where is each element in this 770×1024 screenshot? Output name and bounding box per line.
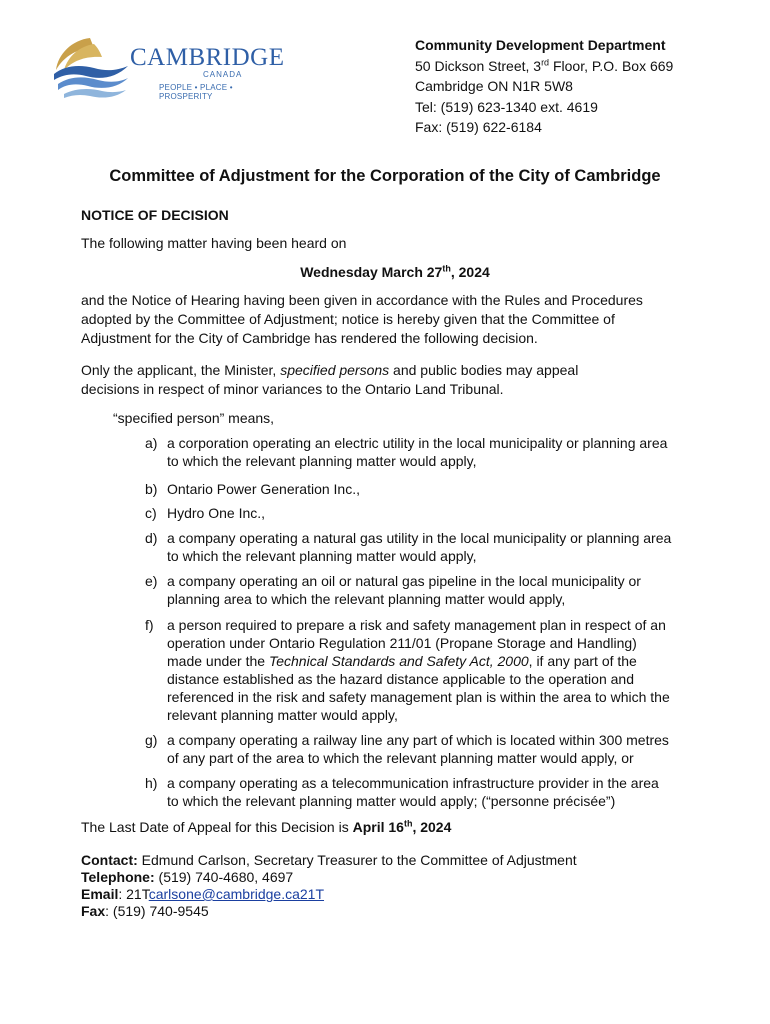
list-line: to which the relevant planning matter would apply; (“personne précisée”) (167, 793, 616, 809)
city-postal: Cambridge ON N1R 5W8 (415, 78, 573, 94)
list-marker: h) (145, 775, 158, 791)
street-text-post: Floor, P.O. Box 669 (549, 57, 674, 74)
department-address-block (415, 35, 673, 138)
contact-value: Edmund Carlson, Secretary Treasurer to the Committee of Adjustment (137, 852, 577, 868)
appeal-pre: Only the applicant, the Minister, (81, 362, 281, 378)
appeal-line-2: decisions in respect of minor variances to the Ontario Land Tribunal. (81, 381, 504, 397)
hearing-date-text: Wednesday March 27 (300, 264, 443, 280)
last-date-text: The Last Date of Appeal for this Decision is (81, 819, 353, 835)
notice-paragraph (81, 291, 643, 348)
list-line: a company operating a railway line any part of which is located within 300 metres (167, 732, 669, 748)
list-item (145, 572, 725, 608)
email-prefix: : 21T (118, 886, 149, 902)
last-date-year: , 2024 (412, 819, 452, 835)
list-line: a corporation operating an electric utility in the local municipality or planning area (167, 435, 668, 451)
notice-heading: NOTICE OF DECISION (81, 207, 229, 223)
list-item (145, 616, 725, 724)
list-line: a company operating an oil or natural gas pipeline in the local municipality or (167, 573, 641, 589)
appeal-italic: specified persons (280, 362, 390, 378)
last-date-value: April 16 (352, 819, 404, 835)
appeal-line-1 (81, 361, 578, 380)
last-date-sup: th (403, 818, 413, 829)
logo-country: CANADA (203, 70, 243, 79)
list-item (145, 774, 725, 810)
hearing-date-sup: th (442, 263, 451, 274)
list-line: , if any part of the (528, 653, 637, 669)
list-line: distance established as the hazard distance applicable to the operation and (167, 671, 634, 687)
list-line: relevant planning matter would apply, (167, 707, 398, 723)
list-marker: d) (145, 530, 158, 546)
logo-wordmark: CAMBRIDGE (130, 44, 285, 71)
act-title: Technical Standards and Safety Act, 2000 (268, 653, 529, 669)
fax-label: Fax (81, 903, 106, 919)
fax-value: : (519) 740-9545 (105, 903, 209, 919)
hearing-date (0, 263, 770, 282)
list-line: referenced in the risk and safety management plan is within the area to which the (167, 689, 670, 705)
street-address (415, 56, 673, 77)
list-item (145, 480, 725, 498)
list-item (145, 529, 725, 565)
logo-tagline: PEOPLE • PLACE • PROSPERITY (159, 83, 233, 101)
email-link[interactable]: carlsone@cambridge.ca21T (148, 886, 325, 902)
list-line: to which the relevant planning matter would apply, (167, 548, 477, 564)
list-marker: c) (145, 505, 157, 521)
telephone-label: Telephone: (81, 869, 155, 885)
appeal-post: and public bodies may appeal (389, 362, 579, 378)
list-line: operation under Ontario Regulation 211/01 (Propane Storage and Handling) (167, 635, 637, 651)
notice-line-2: adopted by the Committee of Adjustment; notice is hereby given that the Committee of (81, 311, 615, 327)
department-name: Community Development Department (415, 37, 666, 53)
fax-line (81, 903, 577, 920)
appeal-paragraph (81, 361, 578, 399)
list-item (145, 504, 725, 522)
last-date-of-appeal (81, 818, 451, 837)
list-marker: b) (145, 481, 158, 497)
email-label: Email (81, 886, 119, 902)
telephone: Tel: (519) 623-1340 ext. 4619 (415, 98, 598, 115)
telephone-line (81, 869, 577, 886)
list-marker: a) (145, 435, 158, 451)
list-item (145, 731, 725, 767)
street-sup: rd (541, 56, 550, 67)
notice-line-3: Adjustment for the City of Cambridge has rendered the following decision. (81, 330, 538, 346)
list-line: Hydro One Inc., (167, 505, 266, 521)
list-line: Ontario Power Generation Inc., (167, 481, 360, 497)
hearing-date-year: , 2024 (450, 264, 490, 280)
fax: Fax: (519) 622-6184 (415, 119, 542, 135)
list-line: made under the (167, 653, 269, 669)
contact-block (81, 852, 577, 920)
contact-label: Contact: (81, 852, 138, 868)
list-marker: f) (145, 617, 154, 633)
street-text: 50 Dickson Street, 3 (415, 57, 542, 74)
list-line: to which the relevant planning matter would apply, (167, 453, 477, 469)
specified-person-intro: “specified person” means, (113, 410, 275, 426)
email-line (81, 886, 577, 903)
contact-line (81, 852, 577, 869)
list-line: of any part of the area to which the relevant planning matter would apply, or (167, 750, 634, 766)
list-line: a company operating as a telecommunication infrastructure provider in the area (167, 775, 659, 791)
heard-on-text: The following matter having been heard on (81, 235, 347, 251)
list-item (145, 434, 725, 470)
notice-line-1: and the Notice of Hearing having been given in accordance with the Rules and Procedures (81, 292, 643, 308)
list-marker: g) (145, 732, 158, 748)
wave-emblem-icon (50, 30, 130, 100)
document-title: Committee of Adjustment for the Corporation of the City of Cambridge (109, 167, 661, 185)
list-line: a company operating a natural gas utility in the local municipality or planning area (167, 530, 672, 546)
list-line: planning area to which the relevant planning matter would apply, (167, 591, 566, 607)
list-line: a person required to prepare a risk and safety management plan in respect of an (167, 617, 666, 633)
list-marker: e) (145, 573, 158, 589)
cambridge-logo (50, 30, 285, 101)
telephone-value: (519) 740-4680, 4697 (154, 869, 294, 885)
